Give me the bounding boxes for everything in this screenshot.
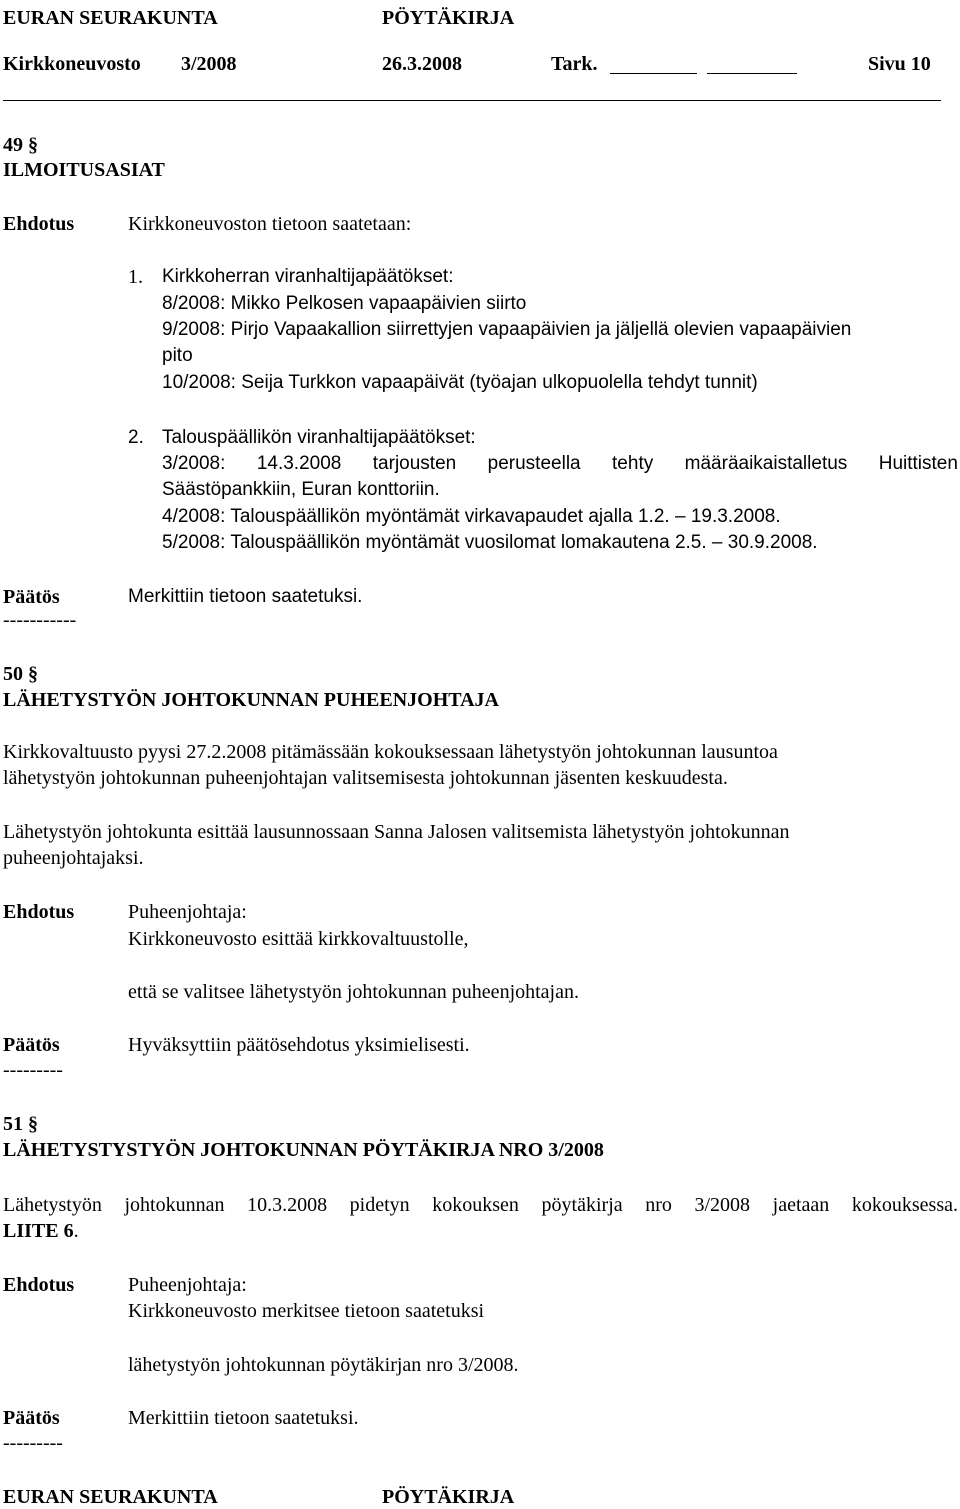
header-parish: EURAN SEURAKUNTA — [3, 7, 218, 29]
item-2-line-4: 5/2008: Talouspäällikön myöntämät vuosilomat lomakautena 2.5. – 30.9.2008. — [162, 532, 818, 553]
section-51-proposal-line-3: lähetystyön johtokunnan pöytäkirjan nro 3/2008. — [128, 1354, 519, 1376]
section-50-proposal-label: Ehdotus — [3, 901, 75, 923]
header-page-number: Sivu 10 — [868, 53, 931, 75]
header-doc-type: PÖYTÄKIRJA — [382, 7, 515, 29]
section-51-proposal-label: Ehdotus — [3, 1274, 75, 1296]
header-date: 26.3.2008 — [382, 53, 462, 75]
section-50-proposal-line-3: että se valitsee lähetystyön johtokunnan puheenjohtajan. — [128, 981, 579, 1003]
section-51-number: 51 § — [3, 1113, 38, 1135]
item-2-line-1: 3/2008: 14.3.2008 tarjousten perusteella tehty määräaikaistalletus Huittisten — [162, 453, 958, 474]
section-49-decision-label: Päätös — [3, 586, 60, 608]
section-sign-icon: § — [28, 663, 38, 685]
item-1-line-4: 10/2008: Seija Turkkon vapaapäivät (työajan ulkopuolella tehdyt tunnit) — [162, 372, 758, 393]
section-50-decision-text: Hyväksyttiin päätösehdotus yksimielisesti. — [128, 1034, 470, 1056]
item-2-line-3: 4/2008: Talouspäällikön myöntämät virkavapaudet ajalla 1.2. – 19.3.2008. — [162, 506, 781, 527]
section-49-decision-text: Merkittiin tietoon saatetuksi. — [128, 586, 363, 607]
header-meeting-no: 3/2008 — [181, 53, 237, 75]
item-2-line-2: Säästöpankkiin, Euran konttoriin. — [162, 479, 440, 500]
footer-doc-type: PÖYTÄKIRJA — [382, 1486, 515, 1508]
section-51-paragraph-line-1: Lähetystyön johtokunnan 10.3.2008 pidetyn kokouksen pöytäkirja nro 3/2008 jaetaan kokouksessa. — [3, 1194, 958, 1216]
header-rule — [3, 100, 941, 101]
item-1-line-1: 8/2008: Mikko Pelkosen vapaapäivien siirto — [162, 293, 527, 314]
header-checked-label: Tark. — [551, 53, 598, 75]
item-2-number: 2. — [128, 427, 144, 448]
section-51-proposal-line-1: Puheenjohtaja: — [128, 1274, 247, 1296]
section-50-title: LÄHETYSTYÖN JOHTOKUNNAN PUHEENJOHTAJA — [3, 689, 499, 711]
section-49-proposal-text: Kirkkoneuvoston tietoon saatetaan: — [128, 213, 412, 235]
section-50-separator: --------- — [3, 1059, 63, 1081]
attachment-reference: LIITE 6 — [3, 1220, 74, 1242]
section-50-number: 50 § — [3, 663, 38, 685]
item-1-title: Kirkkoherran viranhaltijapäätökset: — [162, 266, 454, 287]
item-1-line-3: pito — [162, 345, 193, 366]
section-sign-icon: § — [28, 1113, 38, 1135]
section-50-paragraph-1-line-1: Kirkkovaltuusto pyysi 27.2.2008 pitämässään kokouksessaan lähetystyön johtokunnan lausuntoa — [3, 741, 778, 763]
section-50-proposal-line-1: Puheenjohtaja: — [128, 901, 247, 923]
section-49-number: 49 § — [3, 134, 38, 156]
header-body: Kirkkoneuvosto — [3, 53, 141, 75]
section-51-title: LÄHETYSTYSTYÖN JOHTOKUNNAN PÖYTÄKIRJA NRO 3/2008 — [3, 1139, 604, 1161]
item-2-title: Talouspäällikön viranhaltijapäätökset: — [162, 427, 476, 448]
item-1-line-2: 9/2008: Pirjo Vapaakallion siirrettyjen vapaapäivien ja jäljellä olevien vapaapäivien — [162, 319, 852, 340]
checker-signature-line-1 — [610, 73, 697, 74]
section-49-separator: ----------- — [3, 609, 77, 631]
section-51-decision-text: Merkittiin tietoon saatetuksi. — [128, 1407, 359, 1429]
section-50-proposal-line-2: Kirkkoneuvosto esittää kirkkovaltuustolle, — [128, 928, 469, 950]
section-50-paragraph-2-line-1: Lähetystyön johtokunta esittää lausunnossaan Sanna Jalosen valitsemista lähetystyön johtokunnan — [3, 821, 790, 843]
section-49-proposal-label: Ehdotus — [3, 213, 75, 235]
checker-signature-line-2 — [707, 73, 797, 74]
section-49-title: ILMOITUSASIAT — [3, 159, 165, 181]
section-sign-icon: § — [28, 134, 38, 156]
section-51-proposal-line-2: Kirkkoneuvosto merkitsee tietoon saatetuksi — [128, 1300, 485, 1322]
section-51-paragraph-line-2: LIITE 6. — [3, 1220, 79, 1242]
item-1-number: 1. — [128, 266, 143, 288]
section-50-paragraph-1-line-2: lähetystyön johtokunnan puheenjohtajan valitsemisesta johtokunnan jäsenten keskuudesta. — [3, 767, 728, 789]
section-51-decision-label: Päätös — [3, 1407, 60, 1429]
section-51-separator: --------- — [3, 1432, 63, 1454]
footer-parish: EURAN SEURAKUNTA — [3, 1486, 218, 1508]
section-50-paragraph-2-line-2: puheenjohtajaksi. — [3, 847, 144, 869]
section-50-decision-label: Päätös — [3, 1034, 60, 1056]
